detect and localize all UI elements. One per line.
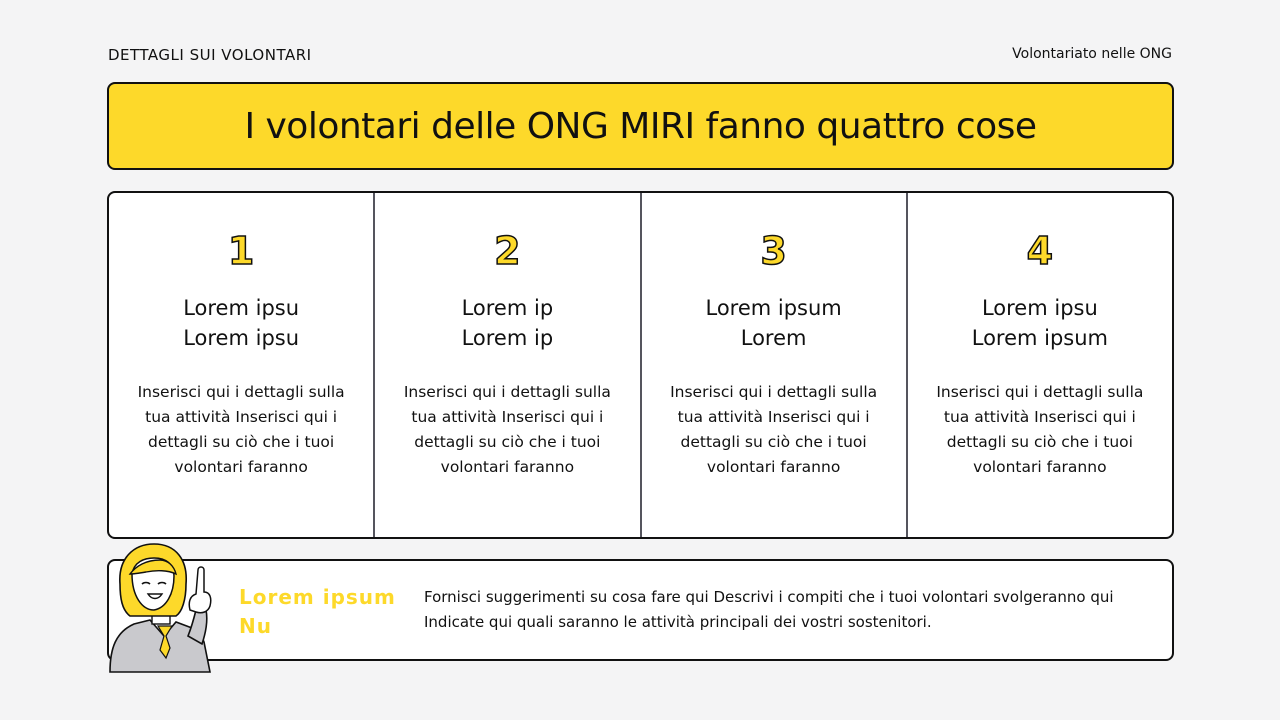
card-heading <box>375 293 639 353</box>
card-heading <box>109 293 373 353</box>
activity-card-2 <box>375 193 641 537</box>
card-heading-line1: Lorem ipsu <box>981 296 1098 320</box>
page-title: I volontari delle ONG MIRI fanno quattro cose <box>244 105 1037 147</box>
card-heading <box>908 293 1172 353</box>
card-heading-line2: Lorem ip <box>461 326 554 350</box>
card-heading-line1: Lorem ipsum <box>705 296 842 320</box>
card-body: Inserisci qui i dettagli sulla tua attività Inserisci qui i dettagli su ciò che i tuoi volontari faranno <box>137 383 345 476</box>
card-heading-line2: Lorem ipsu <box>183 326 300 350</box>
card-heading-line2: Lorem ipsum <box>971 326 1109 350</box>
card-heading-line2: Lorem <box>740 326 807 350</box>
card-heading <box>642 293 906 353</box>
tip-text: Fornisci suggerimenti su cosa fare qui Descrivi i compiti che i tuoi volontari svolgeranno qui Indicate qui quali saranno le attività principali dei vostri sostenitori. <box>424 588 1114 631</box>
activity-cards <box>107 191 1174 539</box>
activity-card-3 <box>642 193 908 537</box>
section-label: DETTAGLI SUI VOLONTARI <box>108 46 312 64</box>
tip-box <box>107 559 1174 661</box>
card-body: Inserisci qui i dettagli sulla tua attività Inserisci qui i dettagli su ciò che i tuoi volontari faranno <box>670 383 878 476</box>
activity-card-1 <box>109 193 375 537</box>
card-number: 1 <box>227 229 255 273</box>
card-heading-line1: Lorem ip <box>461 296 554 320</box>
card-number: 3 <box>760 229 787 273</box>
pointing-woman-illustration <box>106 540 222 674</box>
activity-card-4 <box>908 193 1172 537</box>
tip-title: Lorem ipsum Nu <box>239 585 396 638</box>
card-number: 2 <box>494 229 521 273</box>
card-body: Inserisci qui i dettagli sulla tua attività Inserisci qui i dettagli su ciò che i tuoi volontari faranno <box>936 383 1144 476</box>
card-heading-line1: Lorem ipsu <box>183 296 300 320</box>
card-body: Inserisci qui i dettagli sulla tua attività Inserisci qui i dettagli su ciò che i tuoi volontari faranno <box>403 383 611 476</box>
deck-title: Volontariato nelle ONG <box>1012 46 1172 62</box>
card-number: 4 <box>1026 229 1054 273</box>
title-banner <box>107 82 1174 170</box>
